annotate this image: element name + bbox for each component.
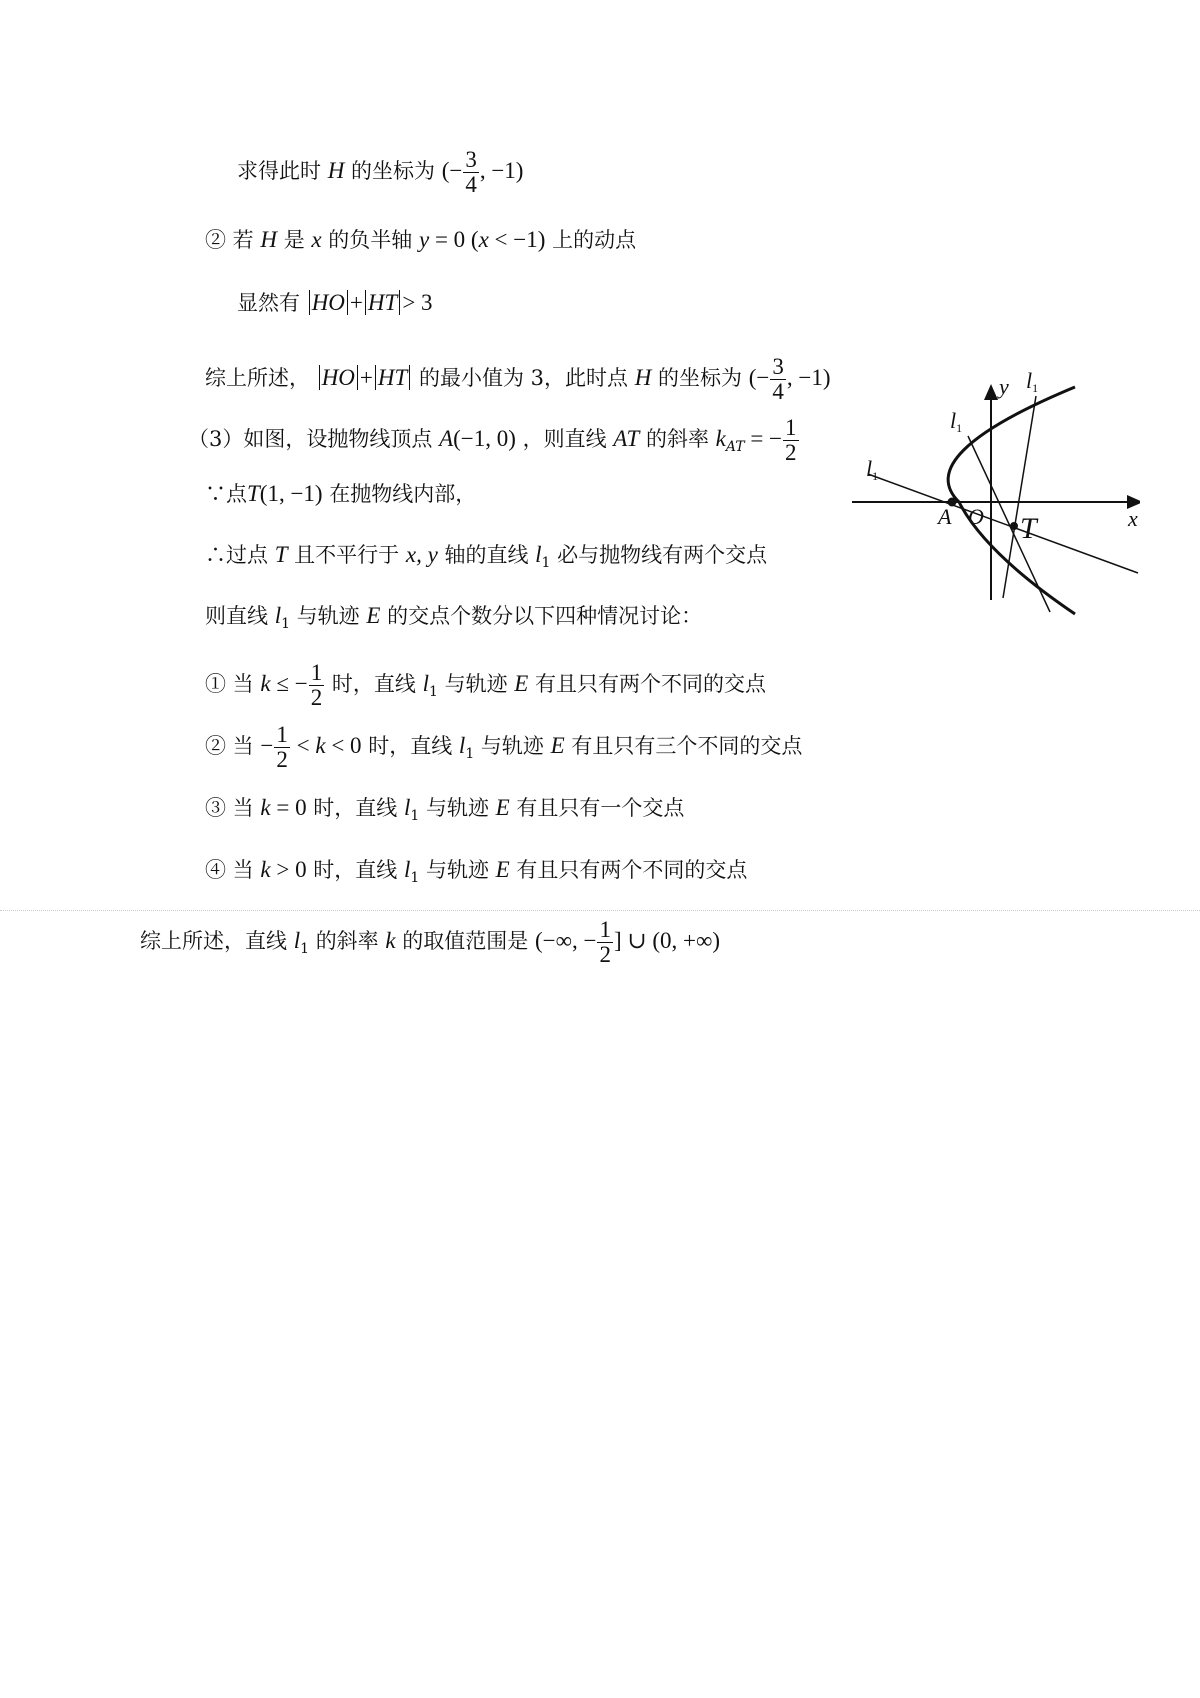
text: 时，直线 [331,672,416,697]
denominator: 2 [785,440,797,466]
subscript: 1 [465,746,475,763]
text: 的斜率 [645,427,709,452]
text: 时，直线 [313,858,398,882]
math: (− [441,158,463,184]
var-at: AT [613,426,640,452]
var-l: l [293,928,301,954]
label-l1-top: l1 [1026,370,1039,395]
line-l1-steep-right [1003,396,1036,598]
abs-ht: HT [375,365,410,390]
text: ② 若 [205,228,254,252]
text: 且不平行于 [294,543,400,567]
math: (−1, 0) [453,426,516,452]
text: ① 当 [205,672,254,697]
math: ≤ − [270,671,308,697]
text-line-13 [140,918,720,967]
math: , −1) [479,158,524,184]
var-e: E [550,733,565,759]
var-h: H [260,227,277,252]
label-x: x [1128,506,1138,531]
var-l: l [403,795,411,820]
var-x: x [311,227,322,252]
var-l: l [458,733,466,759]
subscript: AT [725,439,745,456]
var-y: y [418,227,430,252]
text-line-2 [205,228,636,251]
label-y: y [999,374,1009,399]
text: 与轨迹 [296,604,360,628]
math: = − [744,426,783,452]
text-line-11 [205,796,684,823]
subscript: 1 [410,870,420,886]
math: = 0 [270,795,307,820]
subscript: 1 [428,684,438,701]
text: 的斜率 [315,929,379,954]
math: > 3 [402,290,433,315]
text: 必与抛物线有两个交点 [557,543,768,567]
math: ] ∪ (0, +∞) [613,928,721,954]
subscript: 1 [300,941,309,958]
var-l: l [422,671,429,697]
numerator: 1 [599,917,611,942]
text: 求得此时 [237,159,321,184]
label-o: O [968,504,984,529]
text: ，则直线 [522,427,607,452]
math: > 0 [270,857,307,882]
math: < −1) [488,227,546,252]
text: 有且只有一个交点 [516,796,685,820]
text: 轴的直线 [444,543,529,567]
numerator: 3 [465,147,477,172]
fraction [770,355,786,404]
text: 综上所述， [205,366,310,391]
text: 的交点个数分以下四种情况讨论： [387,604,703,628]
text: ∵点 [205,482,247,506]
math: (1, −1) [259,481,323,506]
text-line-4 [205,355,831,404]
denominator: 4 [465,172,477,198]
plus: + [349,290,363,315]
text: 显然有 [237,291,300,315]
var-k: k [715,426,726,452]
var-h: H [634,365,652,391]
abs-ho: HO [319,365,358,390]
text: 有且只有两个不同的交点 [516,858,748,882]
numerator: 3 [772,354,784,379]
var-k: k [260,857,271,882]
subscript: 1 [410,808,420,824]
denominator: 2 [310,685,323,711]
abs-ho: HO [309,290,348,315]
text: ∴过点 [205,543,268,567]
abs-ht: HT [365,290,400,315]
text: 时，直线 [313,796,398,820]
label-l1-left: l1 [866,456,879,483]
parabola-curve [948,387,1075,614]
fraction [309,661,325,710]
math: < 0 [325,733,362,759]
var-h: H [327,158,345,184]
var-l: l [403,857,411,882]
text: 与轨迹 [444,672,508,697]
denominator: 2 [599,942,611,968]
text: 有且只有三个不同的交点 [571,734,803,759]
text-line-9 [205,661,766,710]
var-t: T [274,542,288,567]
fraction [597,918,613,967]
var-xy: x, y [405,542,438,567]
text: ③ 当 [205,796,254,820]
numerator: 1 [785,415,797,440]
var-l: l [274,603,282,628]
text-line-1 [237,148,523,197]
var-e: E [514,671,529,697]
var-e: E [366,603,381,628]
text: 时，直线 [368,734,453,759]
label-a: A [938,504,952,529]
subscript: 1 [281,616,290,632]
math: (− [748,365,770,391]
denominator: 4 [772,379,784,405]
text-line-6 [205,482,476,505]
var-k: k [260,795,271,820]
fraction [463,148,479,197]
plus: + [359,365,373,391]
text: （3）如图，设抛物线顶点 [188,427,433,452]
var-k: k [385,928,396,954]
math: (−∞, − [534,928,597,954]
y-axis-arrow [984,384,998,400]
var-l: l [535,542,542,567]
text-line-5 [188,416,800,465]
numerator: 1 [276,722,288,747]
text: 的坐标为 [658,366,743,391]
label-l1-mid: l1 [950,408,963,435]
denominator: 2 [276,747,288,773]
numerator: 1 [310,660,323,685]
var-a: A [439,426,454,452]
math: = 0 ( [429,227,479,252]
text: 的负半轴 [328,228,413,252]
var-k: k [260,671,271,697]
text-line-12 [205,858,747,885]
text-line-7 [205,543,767,570]
var-e: E [495,857,510,882]
text-line-3 [237,291,433,314]
text: 与轨迹 [480,734,544,759]
math: < [290,733,316,759]
fraction [274,723,290,772]
math: − [260,733,274,759]
point-t [1010,522,1018,530]
text: 是 [283,228,305,252]
text: ② 当 [205,734,254,759]
var-x: x [478,227,489,252]
math: , −1) [786,365,831,391]
text: 与轨迹 [425,858,489,882]
var-e: E [495,795,510,820]
subscript: 1 [541,555,551,571]
text: 则直线 [205,604,268,628]
fraction [783,416,799,465]
text: 与轨迹 [425,796,489,820]
page-divider [0,910,1200,911]
text: 在抛物线内部， [329,482,477,506]
text: 的取值范围是 [402,929,529,954]
text: 有且只有两个不同的交点 [535,672,767,697]
text: 综上所述，直线 [140,929,287,954]
label-t: T [1020,512,1037,545]
text: ④ 当 [205,858,254,882]
text-line-10 [205,723,802,772]
text-line-8 [205,604,702,631]
var-t: T [247,481,260,506]
parabola-figure [840,370,1140,630]
text: 上的动点 [552,228,637,252]
text: 的坐标为 [351,159,435,184]
text: 的最小值为 3，此时点 [419,366,629,391]
var-k: k [315,733,326,759]
